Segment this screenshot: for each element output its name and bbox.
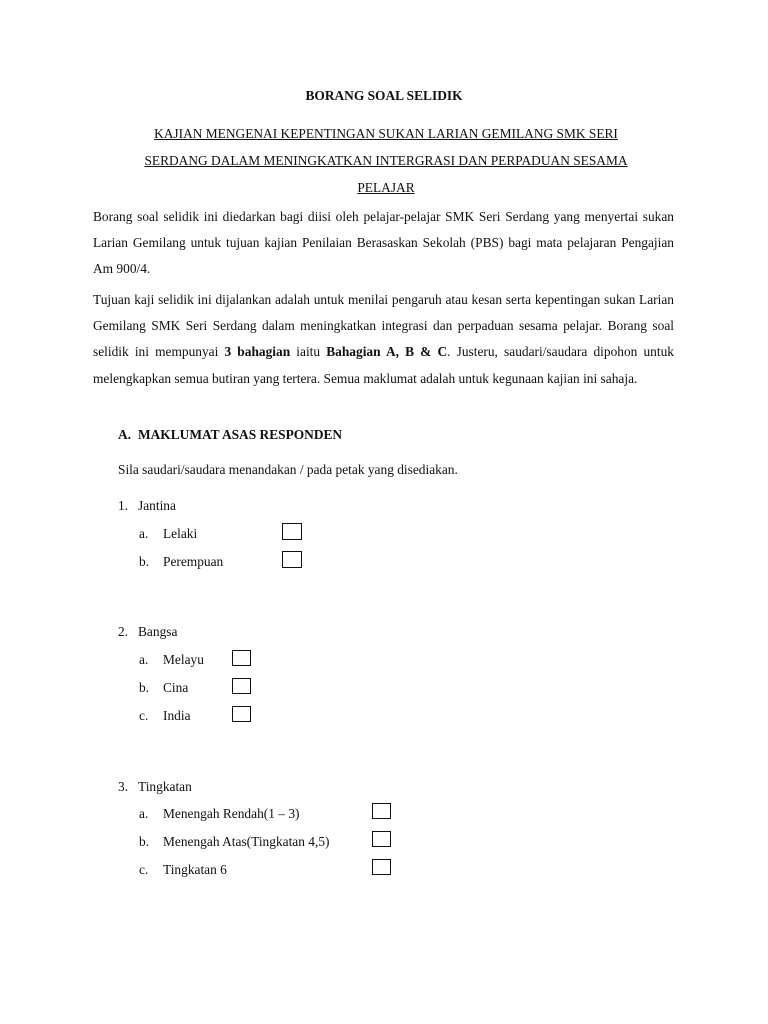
option-letter: a.	[139, 526, 149, 541]
checkbox-menengah-rendah[interactable]	[372, 803, 391, 819]
purpose-paragraph	[93, 287, 674, 392]
purpose-text: iaitu	[290, 344, 327, 360]
section-letter: A.	[118, 427, 132, 442]
intro-paragraph: Borang soal selidik ini diedarkan bagi diisi oleh pelajar-pelajar SMK Seri Serdang yang menyertai sukan Larian Gemilang untuk tujuan kajian Penilaian Berasaskan Sekolah (PBS) bagi mata pelajaran Pengajian Am 900/4.	[93, 209, 674, 277]
question-label: Jantina	[138, 498, 176, 513]
purpose-text: Tujuan kaji selidik ini dijalankan adalah untuk menilai pengaruh atau kesan serta kepentingan sukan Larian Gemilang SMK Seri Serdang dalam meningkatkan integrasi dan perpaduan sesama pelajar. Borang soal selidik ini mempunyai	[93, 292, 674, 360]
purpose-text: . Justeru, saudari/saudara dipohon untuk melengkapkan semua butiran yang tertera. Semua maklumat adalah untuk kegunaan kajian ini sahaja.	[93, 344, 674, 386]
subtitle-line: KAJIAN MENGENAI KEPENTINGAN SUKAN LARIAN GEMILANG SMK SERI	[154, 126, 618, 141]
question-label: Tingkatan	[138, 779, 192, 794]
option-text: Menengah Rendah(1 – 3)	[163, 806, 300, 821]
option-text: Menengah Atas(Tingkatan 4,5)	[163, 834, 330, 849]
question-tingkatan	[118, 779, 192, 795]
question-number: 1.	[118, 498, 129, 513]
question-label: Bangsa	[138, 624, 178, 639]
option-text: Perempuan	[163, 554, 224, 569]
option-menengah-atas	[139, 834, 330, 850]
option-letter: c.	[139, 862, 149, 877]
option-perempuan	[139, 554, 223, 570]
option-menengah-rendah	[139, 806, 299, 822]
form-title: BORANG SOAL SELIDIK	[305, 88, 463, 103]
option-letter: b.	[139, 554, 150, 569]
option-melayu	[139, 652, 204, 668]
checkbox-tingkatan-6[interactable]	[372, 859, 391, 875]
checkbox-menengah-atas[interactable]	[372, 831, 391, 847]
option-letter: b.	[139, 834, 150, 849]
question-number: 2.	[118, 624, 129, 639]
section-instruction: Sila saudari/saudara menandakan / pada petak yang disediakan.	[118, 462, 458, 477]
option-text: Melayu	[163, 652, 204, 667]
checkbox-lelaki[interactable]	[282, 523, 302, 540]
option-letter: a.	[139, 806, 149, 821]
option-letter: a.	[139, 652, 149, 667]
question-number: 3.	[118, 779, 129, 794]
checkbox-perempuan[interactable]	[282, 551, 302, 568]
subtitle-line: PELAJAR	[357, 180, 415, 195]
question-bangsa	[118, 624, 177, 640]
checkbox-melayu[interactable]	[232, 650, 251, 666]
purpose-bold-parts: Bahagian A, B & C	[326, 344, 448, 360]
subtitle-line: SERDANG DALAM MENINGKATKAN INTERGRASI DAN PERPADUAN SESAMA	[144, 153, 628, 168]
option-text: Tingkatan 6	[163, 862, 227, 877]
checkbox-india[interactable]	[232, 706, 251, 722]
option-text: Lelaki	[163, 526, 198, 541]
section-title: MAKLUMAT ASAS RESPONDEN	[138, 427, 343, 442]
option-lelaki	[139, 526, 197, 542]
option-tingkatan-6	[139, 862, 227, 878]
option-letter: c.	[139, 708, 149, 723]
option-text: Cina	[163, 680, 189, 695]
option-india	[139, 708, 191, 724]
checkbox-cina[interactable]	[232, 678, 251, 694]
option-letter: b.	[139, 680, 150, 695]
section-a-heading	[118, 427, 342, 443]
study-subtitle	[96, 120, 676, 201]
purpose-bold-sections: 3 bahagian	[224, 344, 291, 360]
option-cina	[139, 680, 188, 696]
option-text: India	[163, 708, 191, 723]
question-jantina	[118, 498, 176, 514]
